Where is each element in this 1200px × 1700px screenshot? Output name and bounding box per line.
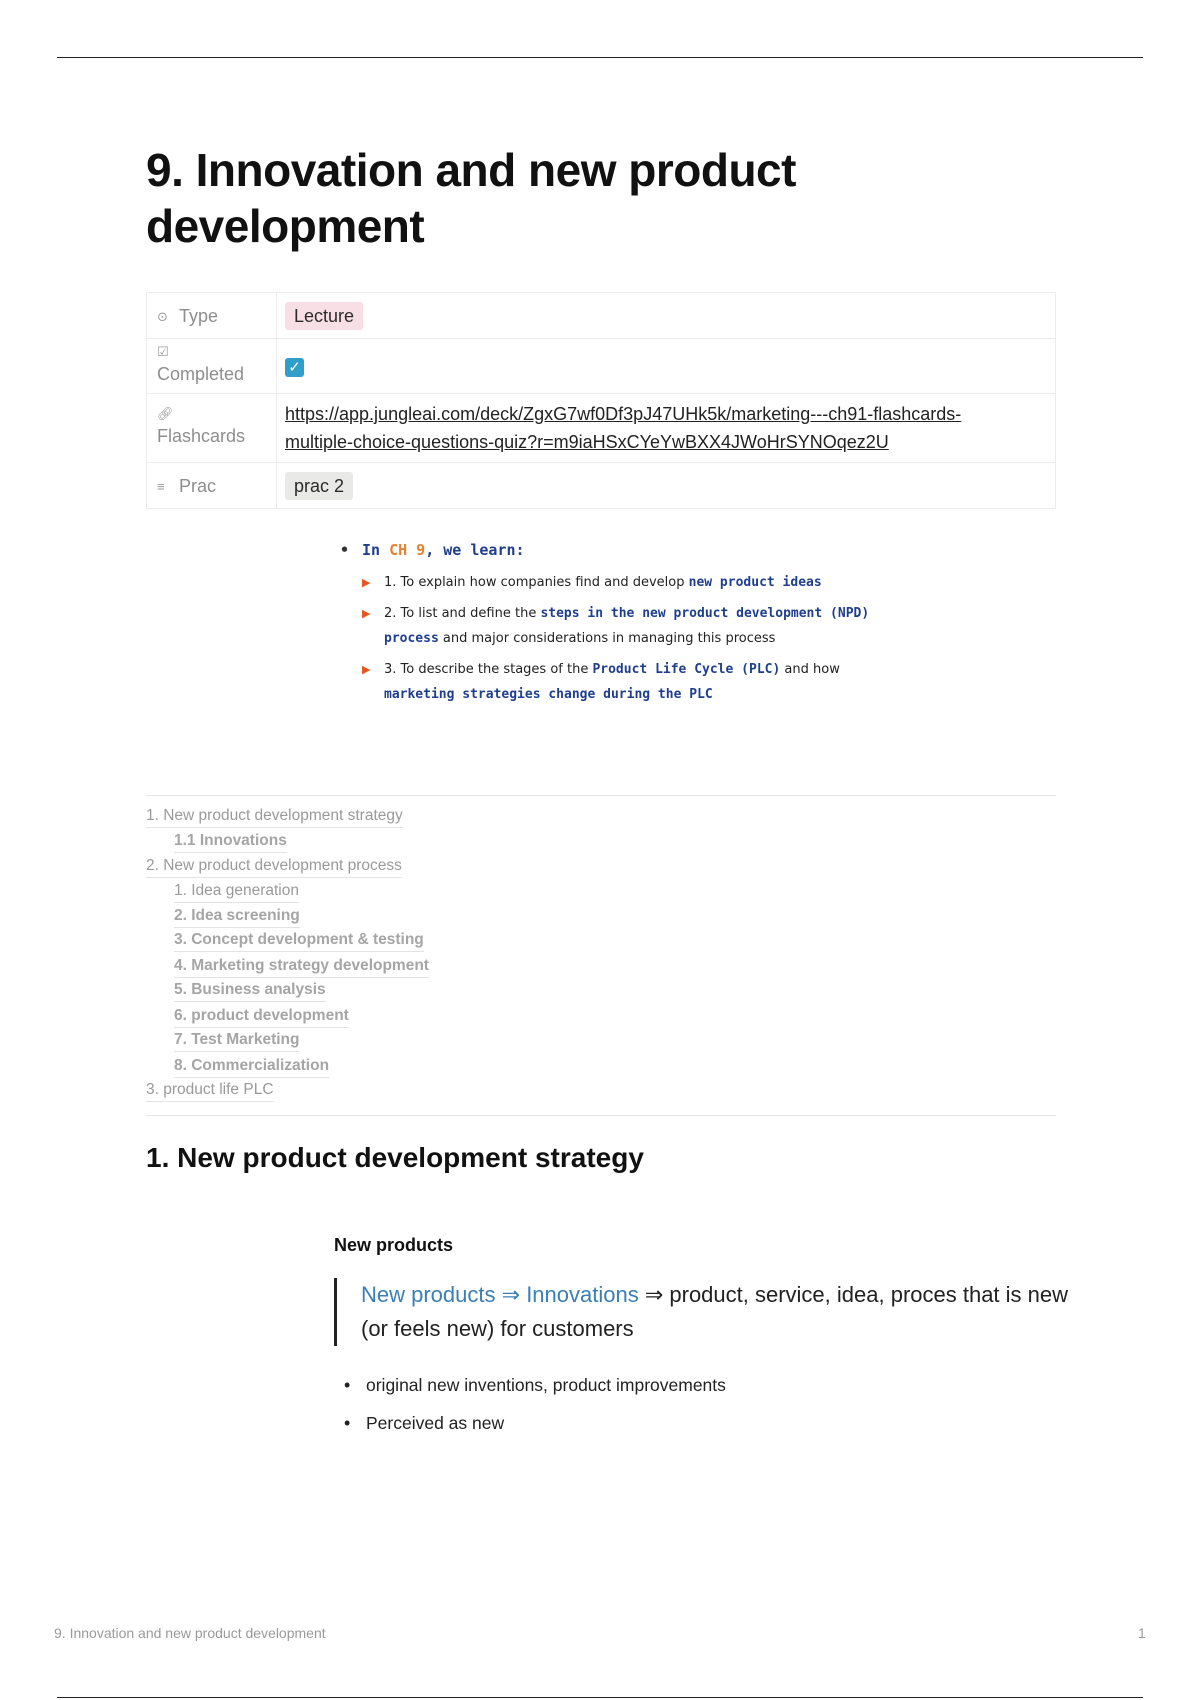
list-icon: ≡ xyxy=(157,478,165,494)
toc-link[interactable]: 8. Commercialization xyxy=(174,1055,329,1078)
property-label-flashcards: Flashcards xyxy=(157,426,246,446)
section-subheading: New products xyxy=(334,1235,454,1255)
link-icon: 🔗︎ xyxy=(157,406,174,421)
top-rule xyxy=(57,57,1143,58)
property-row-type xyxy=(147,293,1056,339)
prac-tag[interactable]: prac 2 xyxy=(285,472,353,500)
property-label-completed: Completed xyxy=(157,364,245,384)
section-heading: 1. New product development strategy xyxy=(146,1142,644,1173)
triangle-bullet-icon: ▶ xyxy=(362,607,371,620)
triangle-bullet-icon: ▶ xyxy=(362,663,371,676)
toc-link[interactable]: 2. Idea screening xyxy=(174,905,300,928)
page-title: 9. Innovation and new product development xyxy=(146,144,796,252)
toc-link[interactable]: 1. New product development strategy xyxy=(146,805,403,828)
toc-link[interactable]: 3. Concept development & testing xyxy=(174,929,424,952)
toc-link[interactable]: 5. Business analysis xyxy=(174,979,326,1002)
toc-link[interactable]: 1.1 Innovations xyxy=(174,830,287,853)
type-tag[interactable]: Lecture xyxy=(285,302,363,330)
property-row-completed xyxy=(147,339,1056,394)
flashcards-link-line2[interactable]: multiple-choice-questions-quiz?r=m9iaHSxCYeYwBXX4JWoHrSYNOqez2U xyxy=(285,432,889,452)
quote-text: ⇒ product, service, idea, proces that is new (or feels new) for customers xyxy=(361,1282,1069,1341)
toc-link[interactable]: 6. product development xyxy=(174,1005,349,1028)
divider xyxy=(146,1115,1056,1116)
toc-link[interactable]: 1. Idea generation xyxy=(174,880,299,903)
quote-term-new-products: New products xyxy=(361,1282,496,1307)
toc-link[interactable]: 2. New product development process xyxy=(146,855,402,878)
slide-objective: ▶ 3. To describe the stages of the Product Life Cycle (PLC) and how marketing strategies change during the PLC xyxy=(332,657,892,707)
property-label-type: Type xyxy=(179,305,219,326)
completed-checkbox[interactable]: ✓ xyxy=(285,358,304,377)
slide-objective: ▶ 2. To list and define the steps in the new product development (NPD) process and major considerations in managing this process xyxy=(332,601,892,651)
slide-heading-prefix: In xyxy=(362,541,390,559)
quote-term-innovations: Innovations xyxy=(526,1282,639,1307)
property-row-flashcards xyxy=(147,394,1056,463)
checkbox-icon: ☑ xyxy=(157,344,169,359)
learning-objectives-slide xyxy=(332,540,892,713)
toc-link[interactable]: 4. Marketing strategy development xyxy=(174,955,429,978)
page-number: 1 xyxy=(1138,1625,1146,1641)
divider xyxy=(146,795,1056,796)
properties-table xyxy=(146,292,1056,509)
bullet-dot: • xyxy=(340,541,350,559)
triangle-bullet-icon: ▶ xyxy=(362,576,371,589)
property-row-prac xyxy=(147,463,1056,509)
footer-title: 9. Innovation and new product development xyxy=(54,1625,326,1641)
property-label-prac: Prac xyxy=(179,475,217,496)
slide-heading-chapter: CH 9 xyxy=(389,541,426,559)
bottom-rule xyxy=(57,1697,1143,1698)
slide-objective: ▶ 1. To explain how companies find and develop new product ideas xyxy=(332,570,892,595)
list-item: • original new inventions, product improvements xyxy=(344,1372,726,1398)
slide-objectives-list xyxy=(332,570,892,707)
slide-heading xyxy=(332,540,892,560)
list-item: • Perceived as new xyxy=(344,1410,726,1436)
circle-dot-icon: ⊙ xyxy=(157,308,168,324)
quote-arrow: ⇒ xyxy=(495,1282,527,1307)
toc-link[interactable]: 3. product life PLC xyxy=(146,1079,274,1102)
section-bullet-list xyxy=(344,1372,726,1448)
toc-link[interactable]: 7. Test Marketing xyxy=(174,1029,299,1052)
slide-heading-suffix: , we learn: xyxy=(425,541,525,559)
flashcards-link-line1[interactable]: https://app.jungleai.com/deck/ZgxG7wf0Df3pJ47UHk5k/marketing---ch91-flashcards- xyxy=(285,404,962,424)
definition-quote xyxy=(334,1278,1081,1346)
